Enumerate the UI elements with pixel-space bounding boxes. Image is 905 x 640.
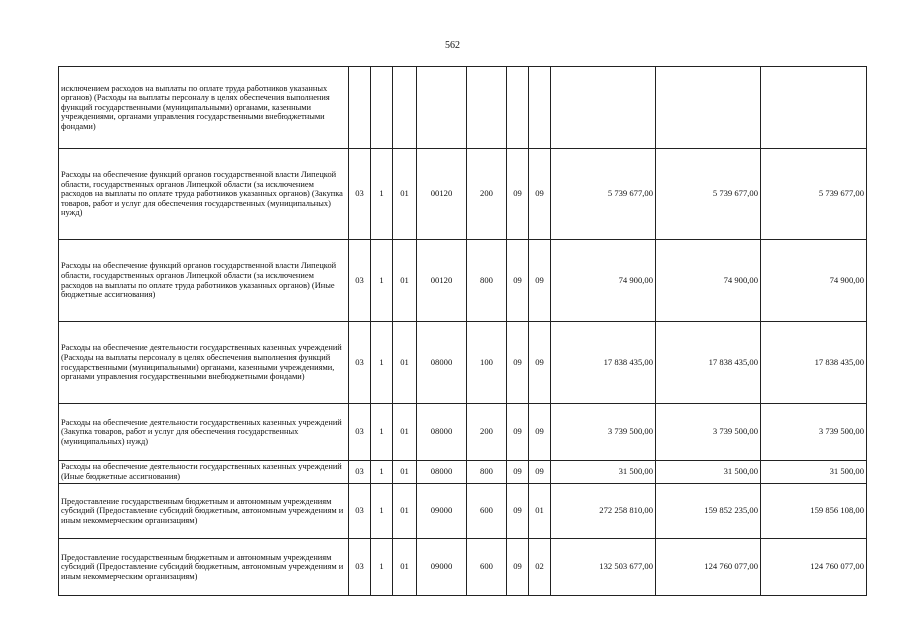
amount-year-1: 132 503 677,00 [551,539,656,596]
code-section: 09 [507,484,529,539]
table-row [59,240,867,322]
code-pp: 1 [371,539,393,596]
row-description: Расходы на обеспечение деятельности государственных казенных учреждений (Расходы на выплаты персоналу в целях обеспечения выполнения функций государственными (муниципальными) органами, казенными учреждениями, органами управления государственными внебюджетными фондами) [59,322,349,404]
code-om: 01 [393,461,417,484]
row-description: Предоставление государственным бюджетным и автономным учреждениям субсидий (Предоставление субсидий бюджетным, автономным учреждениям и иным некоммерческим организациям) [59,539,349,596]
amount-year-3: 74 900,00 [761,240,867,322]
row-description: исключением расходов на выплаты по оплате труда работников указанных органов) (Расходы на выплаты персоналу в целях обеспечения выполнения функций государственными (муниципальными) органами, казенными учреждениями, органами управления государственными внебюджетными фондами) [59,67,349,149]
amount-year-2: 159 852 235,00 [656,484,761,539]
code-direction [417,67,467,149]
code-gp: 03 [349,149,371,240]
amount-year-1: 17 838 435,00 [551,322,656,404]
code-subsection: 09 [529,240,551,322]
code-direction: 00120 [417,240,467,322]
table-row [59,539,867,596]
code-gp: 03 [349,240,371,322]
code-subsection: 01 [529,484,551,539]
code-om: 01 [393,404,417,461]
amount-year-1: 31 500,00 [551,461,656,484]
code-expense-type: 800 [467,461,507,484]
amount-year-2 [656,67,761,149]
table-row [59,404,867,461]
amount-year-3 [761,67,867,149]
code-section: 09 [507,149,529,240]
code-gp: 03 [349,539,371,596]
code-expense-type: 600 [467,484,507,539]
code-gp: 03 [349,322,371,404]
code-expense-type: 100 [467,322,507,404]
table-row [59,461,867,484]
code-direction: 09000 [417,484,467,539]
amount-year-3: 124 760 077,00 [761,539,867,596]
code-subsection: 09 [529,461,551,484]
row-description: Предоставление государственным бюджетным и автономным учреждениям субсидий (Предоставление субсидий бюджетным, автономным учреждениям и иным некоммерческим организациям) [59,484,349,539]
code-section [507,67,529,149]
code-pp: 1 [371,484,393,539]
amount-year-2: 74 900,00 [656,240,761,322]
amount-year-1: 5 739 677,00 [551,149,656,240]
amount-year-2: 31 500,00 [656,461,761,484]
row-description: Расходы на обеспечение деятельности государственных казенных учреждений (Закупка товаров, работ и услуг для обеспечения государственных (муниципальных) нужд) [59,404,349,461]
code-expense-type: 600 [467,539,507,596]
code-direction: 08000 [417,404,467,461]
table-row [59,322,867,404]
code-pp: 1 [371,240,393,322]
code-pp: 1 [371,322,393,404]
code-direction: 09000 [417,539,467,596]
code-subsection: 02 [529,539,551,596]
code-section: 09 [507,461,529,484]
code-section: 09 [507,539,529,596]
table-row [59,484,867,539]
code-subsection: 09 [529,322,551,404]
amount-year-3: 5 739 677,00 [761,149,867,240]
code-gp [349,67,371,149]
amount-year-2: 3 739 500,00 [656,404,761,461]
code-direction: 08000 [417,461,467,484]
amount-year-2: 17 838 435,00 [656,322,761,404]
code-direction: 08000 [417,322,467,404]
amount-year-3: 17 838 435,00 [761,322,867,404]
table-row [59,67,867,149]
code-pp: 1 [371,461,393,484]
code-om: 01 [393,149,417,240]
amount-year-3: 159 856 108,00 [761,484,867,539]
code-om [393,67,417,149]
page-number: 562 [445,40,460,51]
code-section: 09 [507,322,529,404]
code-subsection: 09 [529,149,551,240]
table-row [59,149,867,240]
amount-year-1: 3 739 500,00 [551,404,656,461]
amount-year-1 [551,67,656,149]
code-gp: 03 [349,404,371,461]
code-expense-type: 800 [467,240,507,322]
amount-year-2: 124 760 077,00 [656,539,761,596]
row-description: Расходы на обеспечение функций органов государственной власти Липецкой области, государственных органов Липецкой области (за исключением расходов на выплаты по оплате труда работников указанных органов) (Иные бюджетные ассигнования) [59,240,349,322]
code-om: 01 [393,484,417,539]
amount-year-1: 272 258 810,00 [551,484,656,539]
row-description: Расходы на обеспечение функций органов государственной власти Липецкой области, государственных органов Липецкой области (за исключением расходов на выплаты по оплате труда работников указанных органов) (Закупка товаров, работ и услуг для обеспечения государственных (муниципальных) нужд) [59,149,349,240]
code-pp: 1 [371,404,393,461]
amount-year-3: 31 500,00 [761,461,867,484]
code-om: 01 [393,240,417,322]
amount-year-3: 3 739 500,00 [761,404,867,461]
code-expense-type: 200 [467,404,507,461]
code-gp: 03 [349,484,371,539]
code-direction: 00120 [417,149,467,240]
code-gp: 03 [349,461,371,484]
code-pp [371,67,393,149]
code-subsection: 09 [529,404,551,461]
code-om: 01 [393,539,417,596]
budget-table [58,66,867,596]
code-expense-type [467,67,507,149]
code-om: 01 [393,322,417,404]
row-description: Расходы на обеспечение деятельности государственных казенных учреждений (Иные бюджетные ассигнования) [59,461,349,484]
code-section: 09 [507,240,529,322]
code-expense-type: 200 [467,149,507,240]
amount-year-1: 74 900,00 [551,240,656,322]
code-pp: 1 [371,149,393,240]
amount-year-2: 5 739 677,00 [656,149,761,240]
code-section: 09 [507,404,529,461]
code-subsection [529,67,551,149]
